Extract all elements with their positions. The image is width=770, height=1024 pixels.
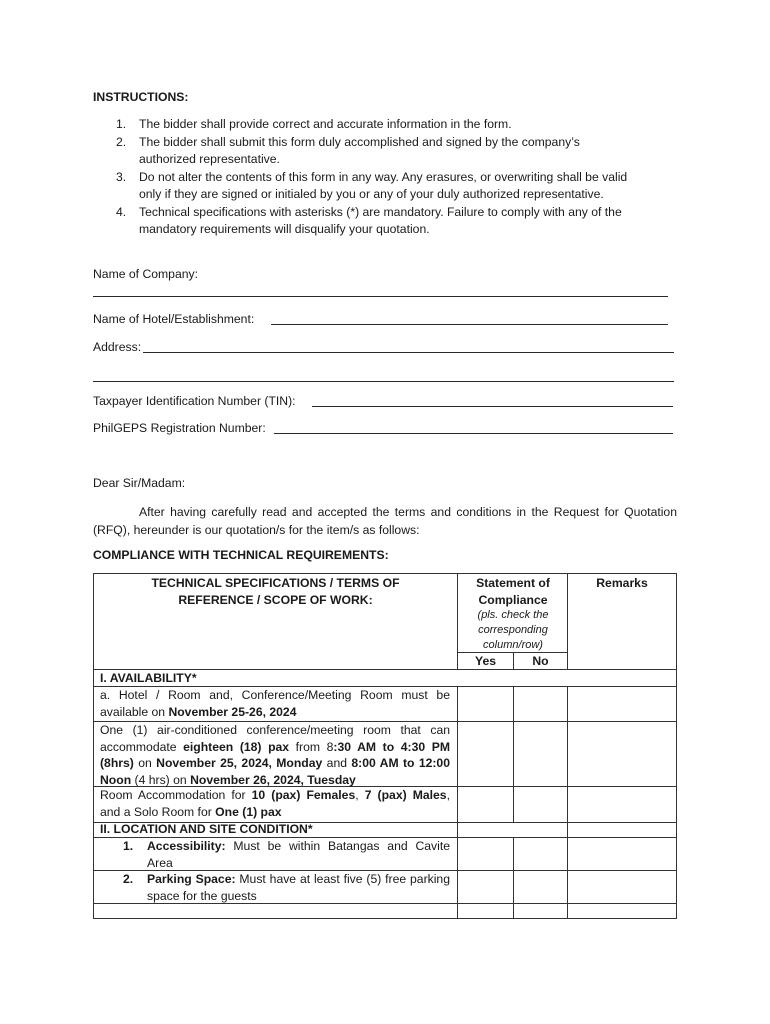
instruction-line: authorized representative. <box>139 152 280 166</box>
address-field[interactable] <box>143 352 674 353</box>
header-no: No <box>532 654 549 668</box>
instruction-line: The bidder shall provide correct and accurate information in the form. <box>139 117 512 131</box>
philgeps-label: PhilGEPS Registration Number: <box>93 421 266 435</box>
compliance-heading: COMPLIANCE WITH TECHNICAL REQUIREMENTS: <box>93 548 389 562</box>
spec-row-availability-dates: a. Hotel / Room and, Conference/Meeting Room must be available on November 25-26, 2024 <box>100 688 450 719</box>
address-field-line-2[interactable] <box>93 381 674 382</box>
hotel-name-field[interactable] <box>271 324 668 325</box>
instruction-line: Technical specifications with asterisks (*) are mandatory. Failure to comply with any of the <box>139 204 622 219</box>
instruction-line: only if they are signed or initialed by you or any of your duly authorized representative. <box>139 187 604 201</box>
header-compliance-note: (pls. check the corresponding column/row) <box>477 609 549 651</box>
header-statement-of-compliance: Statement of Compliance <box>476 576 550 607</box>
spec-row-accessibility: Accessibility: Must be within Batangas and Cavite Area <box>147 839 450 870</box>
company-name-label: Name of Company: <box>93 267 198 281</box>
spec-row-number: 2. <box>123 872 134 886</box>
section-location: II. LOCATION AND SITE CONDITION* <box>100 822 313 836</box>
header-yes: Yes <box>474 654 496 668</box>
section-availability: I. AVAILABILITY* <box>100 671 197 685</box>
instruction-line: Do not alter the contents of this form in any way. Any erasures, or overwriting shall be valid <box>139 169 628 184</box>
hotel-name-label: Name of Hotel/Establishment: <box>93 312 255 326</box>
instruction-line: mandatory requirements will disqualify your quotation. <box>139 222 430 236</box>
salutation: Dear Sir/Madam: <box>93 476 186 490</box>
tin-label: Taxpayer Identification Number (TIN): <box>93 394 296 408</box>
address-label: Address: <box>93 340 142 354</box>
instruction-number: 3. <box>116 169 127 184</box>
remarks-cell[interactable] <box>568 687 676 721</box>
spec-row-parking-space: Parking Space: Must have at least five (5) free parking space for the guests <box>147 872 450 903</box>
spec-row-number: 1. <box>123 839 134 853</box>
instructions-title: INSTRUCTIONS: <box>93 90 189 104</box>
header-specifications: TECHNICAL SPECIFICATIONS / TERMS OF REFERENCE / SCOPE OF WORK: <box>151 576 400 607</box>
tin-field[interactable] <box>312 406 673 407</box>
spec-row-room-accommodation: Room Accommodation for 10 (pax) Females, 7 (pax) Males, and a Solo Room for One (1) pax <box>100 788 450 819</box>
instruction-line: The bidder shall submit this form duly accomplished and signed by the company’s <box>139 134 580 149</box>
spec-row-conference-room: One (1) air-conditioned conference/meeting room that can accommodate eighteen (18) pax from 8:30 AM to 4:30 PM (8hrs) on November 25, 2024, Monday and 8:00 AM to 12:00 Noon (4 hrs) on November 26, 2024, Tuesday <box>100 723 450 787</box>
company-name-field[interactable] <box>93 296 668 297</box>
instruction-number: 1. <box>116 117 127 131</box>
no-checkbox-cell[interactable] <box>514 687 567 721</box>
yes-checkbox-cell[interactable] <box>458 687 513 721</box>
instruction-number: 2. <box>116 134 127 149</box>
letter-body: After having carefully read and accepted the terms and conditions in the Request for Quotation (RFQ), hereunder is our quotation/s for the item/s as follows: <box>93 505 677 537</box>
instruction-number: 4. <box>116 204 127 219</box>
philgeps-field[interactable] <box>274 433 673 434</box>
header-remarks: Remarks <box>596 576 648 590</box>
compliance-table <box>93 573 677 919</box>
